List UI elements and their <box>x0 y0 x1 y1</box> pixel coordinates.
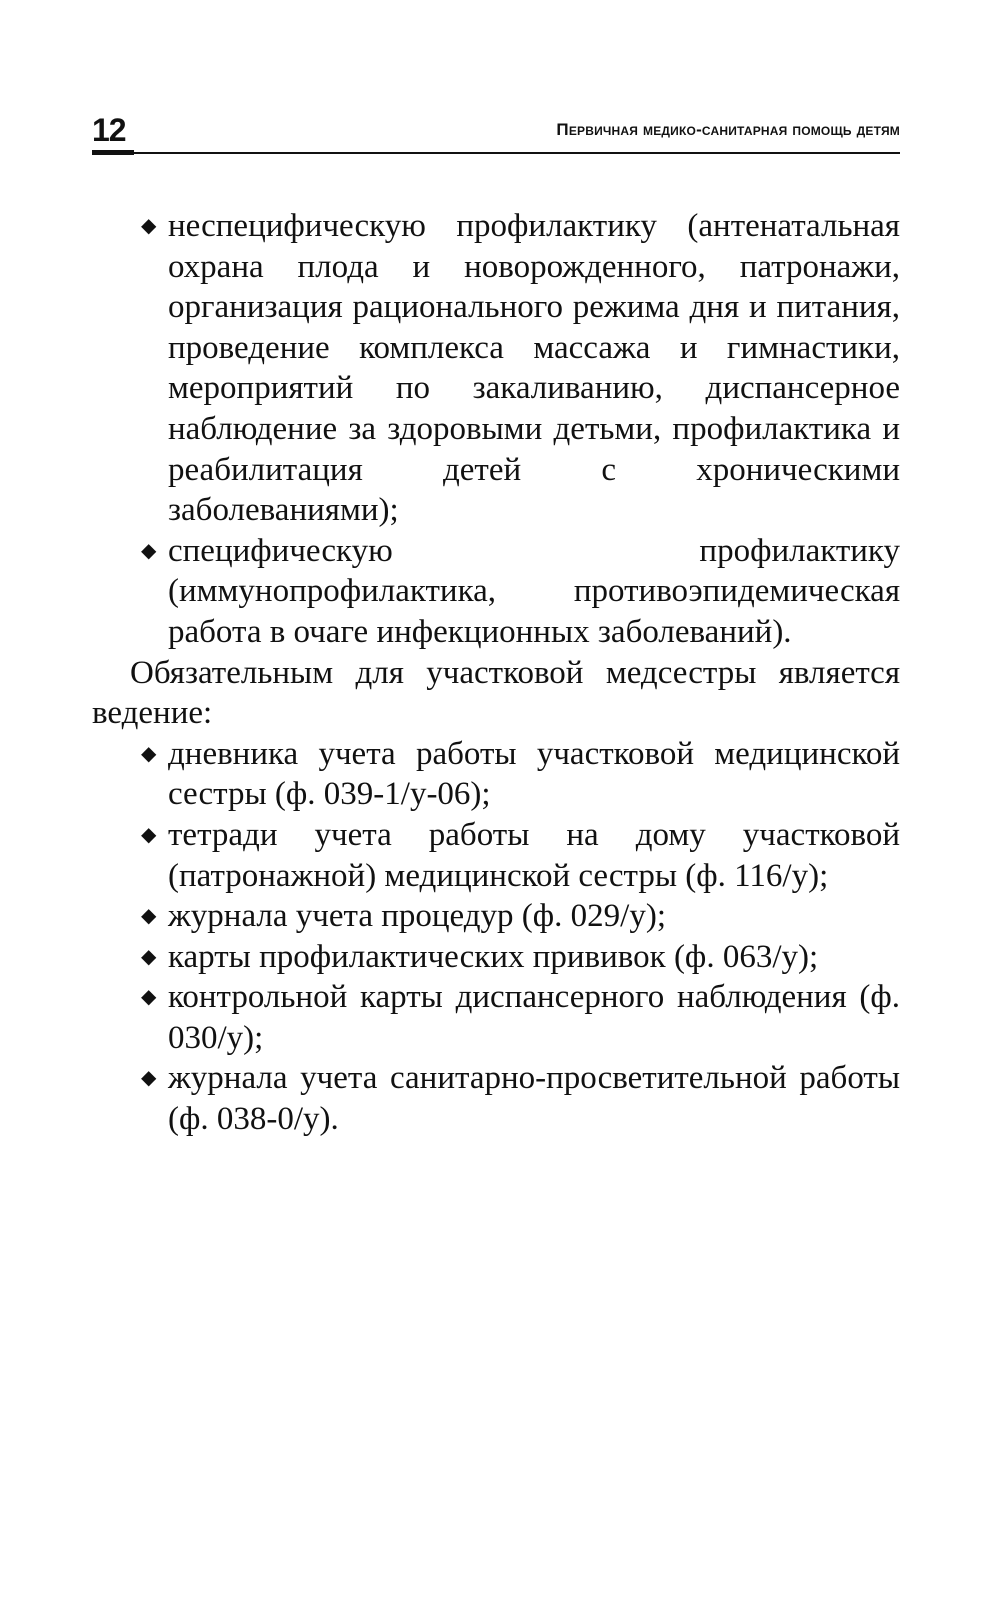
diamond-bullet-icon: ◆ <box>141 905 157 928</box>
list-item-text: карты профилактических прививок (ф. 063/у); <box>168 938 819 975</box>
diamond-bullet-icon: ◆ <box>141 742 157 765</box>
list-item <box>92 896 900 937</box>
list-item <box>92 937 900 978</box>
list-item <box>92 531 900 653</box>
list-item <box>92 734 900 815</box>
prevention-list <box>92 206 900 653</box>
records-list <box>92 734 900 1140</box>
running-title: Первичная медико-санитарная помощь детям <box>556 120 900 139</box>
body-text <box>92 206 900 1140</box>
list-item <box>92 1058 900 1139</box>
list-item-text: контрольной карты диспансерного наблюдения (ф. 030/у); <box>168 979 900 1056</box>
header-rule <box>92 152 900 154</box>
paragraph: Обязательным для участковой медсестры является ведение: <box>92 654 900 732</box>
list-item-text: неспецифическую профилактику (антенатальная охрана плода и новорожденного, патронажи, организация рационального режима дня и питания, проведение комплекса массажа и гимнастики, мероприятий по закаливанию, диспансерное наблюдение за здоровыми детьми, профилактика и реабилитация детей с хроническими заболеваниями); <box>168 208 900 529</box>
diamond-bullet-icon: ◆ <box>141 1067 157 1090</box>
list-item-text: дневника учета работы участковой медицинской сестры (ф. 039-1/у-06); <box>168 735 900 813</box>
list-item-text: специфическую профилактику (иммунопрофилактика, противоэпидемическая работа в очаге инфекционных заболеваний). <box>168 532 900 650</box>
list-item <box>92 977 900 1058</box>
list-item-text: журнала учета процедур (ф. 029/у); <box>168 898 666 935</box>
diamond-bullet-icon: ◆ <box>141 986 157 1009</box>
running-header <box>92 108 900 158</box>
list-item-text: тетради учета работы на дому участковой (патронажной) медицинской сестры (ф. 116/у); <box>168 816 900 894</box>
list-item-text: журнала учета санитарно-просветительной работы (ф. 038-0/у). <box>168 1060 900 1138</box>
diamond-bullet-icon: ◆ <box>141 945 157 968</box>
page-number: 12 <box>92 112 126 148</box>
diamond-bullet-icon: ◆ <box>141 823 157 846</box>
diamond-bullet-icon: ◆ <box>141 539 157 562</box>
diamond-bullet-icon: ◆ <box>141 215 157 237</box>
list-item <box>92 815 900 896</box>
list-item <box>92 206 900 531</box>
